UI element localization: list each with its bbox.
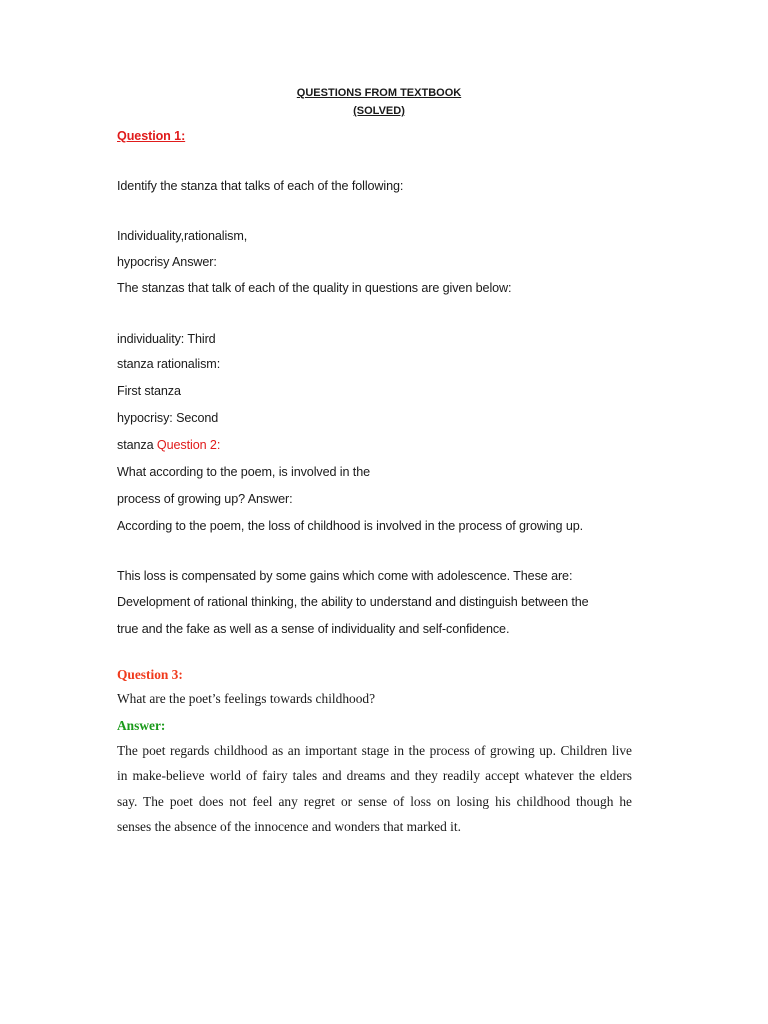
question-1-line [117, 437, 220, 453]
answer-line: senses the absence of the innocence and wonders that marked it. [117, 819, 461, 834]
question-1-line: hypocrisy: Second [117, 411, 219, 425]
question-1-line: Individuality,rationalism, [117, 229, 248, 243]
question-3-prompt: What are the poet’s feelings towards childhood? [117, 691, 376, 706]
question-2-line: process of growing up? Answer: [117, 492, 293, 506]
question-1-line: First stanza [117, 384, 181, 398]
question-2-line: According to the poem, the loss of childhood is involved in the process of growing up. [117, 519, 584, 533]
question-1-prompt: Identify the stanza that talks of each of the following: [117, 179, 404, 193]
answer-line: in make-believe world of fairy tales and dreams and they readily accept whatever the elders [117, 768, 632, 783]
question-2-line: What according to the poem, is involved in the [117, 465, 371, 479]
question-1-line-prefix: stanza [117, 438, 157, 452]
question-2-heading: Question 2: [156, 438, 221, 452]
question-2-line: true and the fake as well as a sense of individuality and self-confidence. [117, 622, 510, 636]
answer-line: say. The poet does not feel any regret or sense of loss on losing his childhood though he [117, 794, 632, 809]
question-1-line: stanza rationalism: [117, 357, 221, 371]
question-2-line: This loss is compensated by some gains which come with adolescence. These are: [117, 569, 573, 583]
page-title: QUESTIONS FROM TEXTBOOK [296, 87, 462, 99]
question-1-line: hypocrisy Answer: [117, 255, 217, 269]
answer-line: The poet regards childhood as an important stage in the process of growing up. Children live [117, 743, 632, 758]
question-1-line: individuality: Third [117, 332, 216, 346]
question-3-heading: Question 3: [117, 667, 183, 682]
answer-heading: Answer: [117, 718, 166, 733]
question-2-line: Development of rational thinking, the ability to understand and distinguish between the [117, 595, 589, 609]
question-1-heading: Question 1: [117, 129, 186, 143]
page-subtitle: (SOLVED) [353, 105, 405, 117]
question-1-line: The stanzas that talk of each of the quality in questions are given below: [117, 281, 512, 295]
